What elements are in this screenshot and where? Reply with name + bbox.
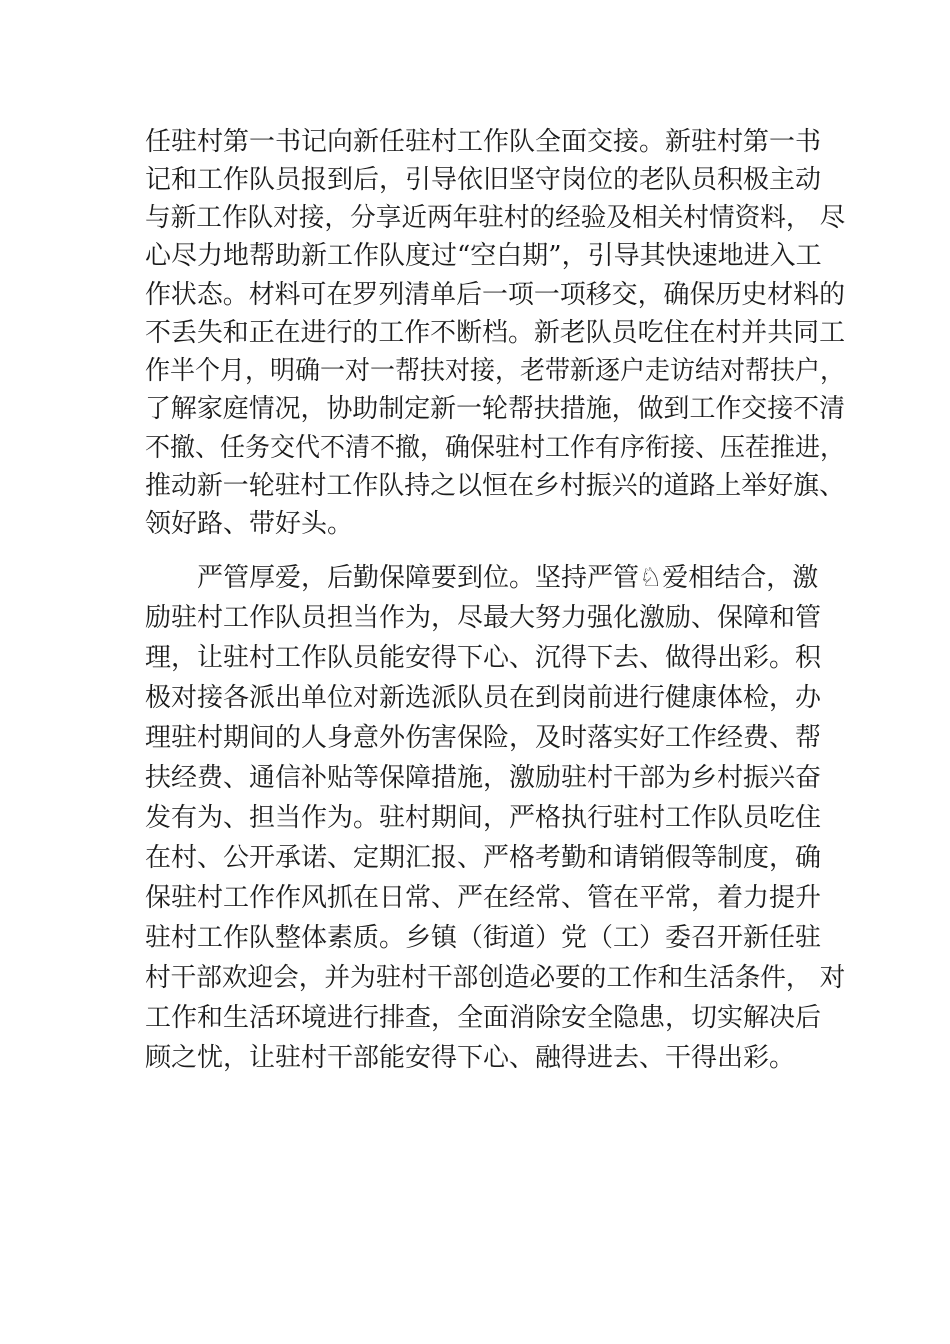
text-line: 领好路、带好头。: [145, 509, 354, 539]
text-line: 与新工作队对接，分享近两年驻村的经验及相关村情资料， 尽: [145, 203, 846, 233]
text-line: 不丢失和正在进行的工作不断档。新老队员吃住在村并共同工: [145, 318, 846, 348]
text-line: 理驻村期间的人身意外伤害保险，及时落实好工作经费、帮: [145, 723, 822, 753]
text-line: 作状态。材料可在罗列清单后一项一项移交，确保历史材料的: [145, 280, 846, 310]
text-line: 记和工作队员报到后，引导依旧坚守岗位的老队员积极主动: [145, 165, 822, 195]
text-line: 驻村工作队整体素质。乡镇（街道）党（工）委召开新任驻: [145, 923, 822, 953]
text-line: 励驻村工作队员担当作为，尽最大努力强化激励、保障和管: [145, 603, 822, 633]
text-line: 在村、公开承诺、定期汇报、严格考勤和请销假等制度，确: [145, 843, 822, 873]
text-line: 不撤、任务交代不清不撤，确保驻村工作有序衔接、压茬推进，: [145, 433, 846, 463]
paragraph-handover: [145, 124, 845, 544]
text-line: 村干部欢迎会，并为驻村干部创造必要的工作和生活条件， 对: [145, 963, 846, 993]
paragraph-logistics: [145, 560, 845, 1080]
text-line: 保驻村工作作风抓在日常、严在经常、管在平常，着力提升: [145, 883, 822, 913]
text-line: 了解家庭情况，协助制定新一轮帮扶措施，做到工作交接不清: [145, 394, 846, 424]
text-line: 严管厚爱，后勤保障要到位。坚持严管♘爱相结合，激: [197, 563, 819, 593]
text-line: 扶经费、通信补贴等保障措施，激励驻村干部为乡村振兴奋: [145, 763, 822, 793]
text-line: 顾之忧，让驻村干部能安得下心、融得进去、干得出彩。: [145, 1043, 796, 1073]
text-line: 工作和生活环境进行排查，全面消除安全隐患，切实解决后: [145, 1003, 822, 1033]
text-line: 极对接各派出单位对新选派队员在到岗前进行健康体检，办: [145, 683, 822, 713]
text-line: 作半个月，明确一对一帮扶对接，老带新逐户走访结对帮扶户，: [145, 356, 846, 386]
text-line: 任驻村第一书记向新任驻村工作队全面交接。新驻村第一书: [145, 127, 822, 157]
text-line: 发有为、担当作为。驻村期间，严格执行驻村工作队员吃住: [145, 803, 822, 833]
text-line: 心尽力地帮助新工作队度过“空白期”，引导其快速地进入工: [145, 241, 822, 271]
text-line: 推动新一轮驻村工作队持之以恒在乡村振兴的道路上举好旗、: [145, 471, 846, 501]
text-line: 理，让驻村工作队员能安得下心、沉得下去、做得出彩。积: [145, 643, 822, 673]
